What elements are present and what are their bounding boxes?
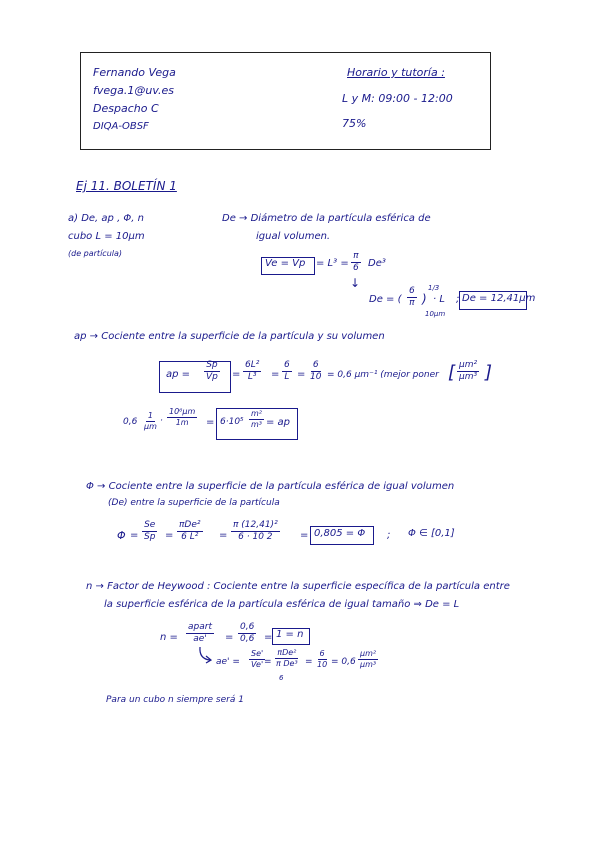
department: DIQA-OBSF — [93, 121, 149, 132]
frac-um-units — [356, 650, 380, 669]
conv-result-a: 6·10⁵ — [220, 417, 244, 427]
frac-6l2-l3 — [241, 361, 263, 382]
se-prime: Se' — [251, 649, 264, 658]
de-close-paren: ) — [422, 292, 427, 306]
six-n: 6 — [319, 649, 325, 658]
n-result: 1 = n — [276, 629, 304, 640]
eq-l3: = L³ = — [316, 258, 349, 269]
frac-values — [229, 521, 282, 542]
ap-definition: ap → Cociente entre la superficie de la partícula y su volumen — [74, 331, 385, 342]
frac-pide2-pide3 — [272, 649, 302, 668]
pi-de3-d: π De³ — [276, 659, 298, 668]
eq-phi-2: = — [165, 530, 174, 541]
times-l: · L — [433, 294, 445, 305]
frac-pide2-6l2 — [175, 521, 205, 542]
frac-6-10-n — [313, 650, 331, 669]
eq-3: = — [297, 369, 306, 380]
de-result: De = 12,41μm — [462, 293, 536, 304]
conv-1: 1 — [147, 411, 153, 420]
sp-num: Sp — [206, 360, 218, 370]
unit-10um: 10μm — [425, 310, 446, 318]
ae-eq-2: = — [264, 657, 272, 667]
de-cubed: De³ — [368, 258, 386, 269]
phi-definition-2: (De) entre la superficie de la partícula — [108, 498, 280, 508]
semicolon-a: ; — [456, 294, 460, 305]
bracket-open: [ — [448, 362, 456, 383]
conv-10e6: 10⁶μm — [169, 407, 196, 416]
phi-definition-1: Φ → Cociente entre la superficie de la partícula esférica de igual volumen — [86, 481, 455, 492]
six-den: 6 — [353, 263, 359, 273]
part-a-label: a) De, ap , Φ, n — [68, 213, 144, 224]
six-l2-den: 6 L² — [181, 532, 199, 542]
conv-result-b: = ap — [266, 417, 291, 428]
frac-6-pi — [405, 287, 419, 308]
six-num: 6 — [409, 286, 415, 296]
l3-den: L³ — [247, 372, 257, 382]
frac-10e6-1m — [165, 408, 199, 427]
pi-den: π — [409, 298, 415, 308]
ve-prime: Ve' — [251, 660, 264, 669]
se-num: Se — [144, 520, 156, 530]
eq-2: = — [271, 369, 280, 380]
schedule: L y M: 09:00 - 12:00 — [342, 92, 453, 105]
v06-num: 0,6 — [240, 622, 255, 632]
n-definition-2: la superficie esférica de la partícula esférica de igual tamaño ⇒ De = L — [104, 599, 460, 610]
conv-m3: m³ — [251, 420, 262, 429]
ve-vp: Ve = Vp — [265, 258, 306, 269]
phi-num-val: π (12,41)² — [233, 520, 278, 530]
frac-sp-vp — [202, 361, 222, 382]
de-definition-1: De → Diámetro de la partícula esférica de — [222, 213, 431, 224]
frac-6-10 — [306, 361, 325, 382]
six-num-2: 6 — [284, 360, 290, 370]
unit-um2: μm² — [459, 360, 478, 370]
conv-06: 0,6 — [123, 417, 138, 427]
eq-phi-3: = — [219, 530, 228, 541]
office: Despacho C — [93, 102, 159, 115]
conclusion: Para un cubo n siempre será 1 — [106, 695, 244, 705]
particle-note: (de partícula) — [68, 249, 123, 258]
arrow-down-icon: ↓ — [350, 276, 361, 290]
phi-semicolon: ; — [387, 530, 391, 541]
eq-phi-1: = — [130, 530, 139, 541]
cube-size: cubo L = 10μm — [68, 231, 145, 242]
n-eq: n = — [160, 632, 178, 643]
six-l2-num: 6L² — [245, 360, 260, 370]
pi-num: π — [353, 251, 359, 261]
conv-eq: = — [206, 417, 215, 428]
six-num-3: 6 — [312, 360, 319, 370]
six-under: 6 — [279, 674, 284, 682]
eq-1: = — [232, 369, 241, 380]
n-eq-2: = — [225, 632, 234, 643]
v06-den: 0,6 — [240, 634, 255, 644]
exercise-title: Ej 11. BOLETÍN 1 — [76, 179, 177, 193]
n-eq-3: = — [264, 632, 273, 643]
vp-den: Vp — [206, 372, 218, 382]
frac-06-06 — [236, 623, 258, 644]
ae-value: = 0,6 — [331, 657, 356, 667]
phi-result: 0,805 = Φ — [314, 528, 366, 539]
ae-den: ae' — [193, 634, 207, 644]
frac-pi-6 — [349, 252, 363, 273]
apart-num: apart — [188, 622, 212, 632]
sp-den-phi: Sp — [144, 532, 156, 542]
de-eq-open: De = ( — [369, 294, 402, 305]
schedule-title: Horario y tutoría : — [347, 66, 445, 79]
frac-apart-ae — [184, 623, 216, 644]
conv-um: μm — [144, 422, 157, 431]
n-definition-1: n → Factor de Heywood : Cociente entre la superficie específica de la partícula entre — [86, 581, 510, 592]
pi-de2-num: πDe² — [179, 520, 201, 530]
ap-label: ap = — [166, 369, 191, 380]
frac-m2-m3 — [247, 410, 266, 429]
ap-result: = 0,6 μm⁻¹ (mejor poner — [327, 370, 439, 380]
de-definition-2: igual volumen. — [256, 231, 331, 242]
conv-m2: m² — [251, 409, 262, 418]
phi-range: Φ ∈ [0,1] — [408, 528, 455, 539]
n-unit-den: μm³ — [360, 660, 377, 669]
conv-1m: 1m — [175, 418, 189, 427]
unit-um3: μm³ — [459, 372, 478, 382]
ae-eq: ae' = — [216, 657, 240, 667]
frac-um2-um3 — [455, 361, 481, 382]
hook-arrow-icon — [196, 645, 216, 667]
frac-se-sp — [140, 521, 159, 542]
bracket-close: ] — [485, 362, 493, 383]
percent: 75% — [342, 117, 367, 130]
phi-den-val: 6 · 10 2 — [238, 532, 273, 542]
phi-symbol: Φ — [117, 529, 126, 542]
ten-n: 10 — [317, 660, 328, 669]
frac-6-l — [280, 361, 294, 382]
eq-phi-4: = — [300, 530, 309, 541]
ten-den: 10 — [310, 372, 322, 382]
author-name: Fernando Vega — [93, 66, 176, 79]
l-den: L — [284, 372, 290, 382]
ae-eq-3: = — [305, 657, 313, 667]
n-unit-num: μm² — [360, 649, 377, 658]
author-email: fvega.1@uv.es — [93, 84, 174, 97]
exponent-1-3: 1/3 — [428, 284, 440, 292]
pi-de2-n: πDe² — [277, 648, 297, 657]
conv-dot: · — [160, 416, 163, 426]
frac-1-um — [140, 412, 161, 431]
